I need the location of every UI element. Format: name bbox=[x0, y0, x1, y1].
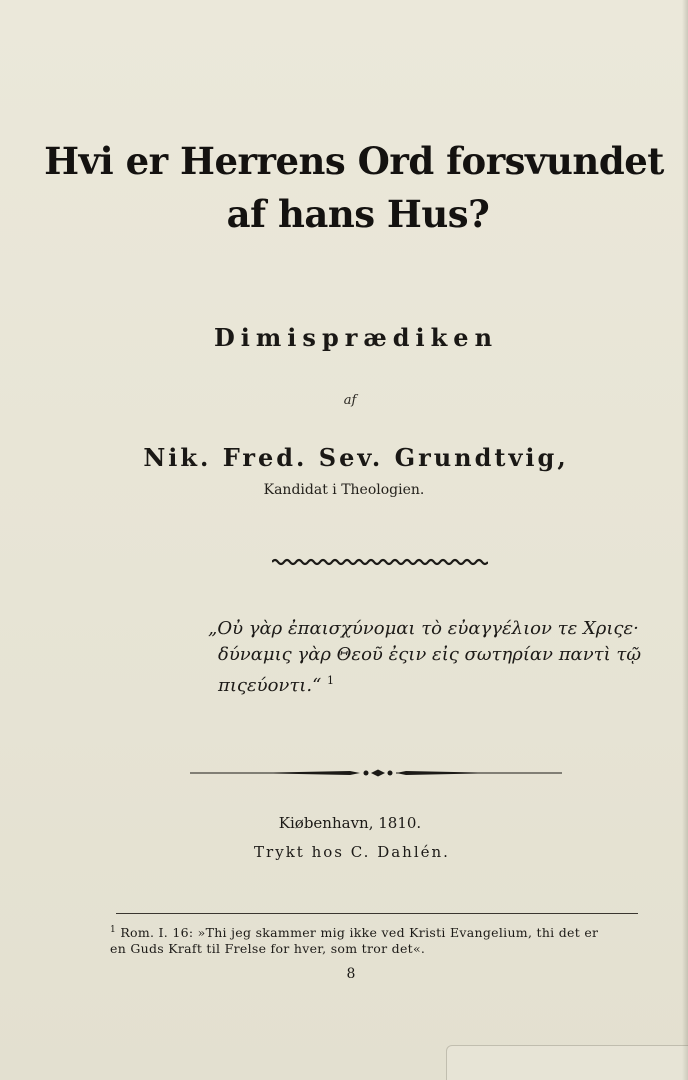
ornamental-rule bbox=[190, 765, 562, 781]
subtitle: Dimisprædiken bbox=[213, 323, 499, 352]
byline-prefix: af bbox=[343, 393, 357, 408]
epigraph-footnote-mark: 1 bbox=[327, 674, 335, 687]
imprint-printer: Trykt hos C. Dahlén. bbox=[254, 843, 450, 861]
epigraph-line-2: δύναμις γὰρ Θεοῦ ἐςιν εἰς σωτηρίαν παντὶ τῷ bbox=[218, 644, 642, 665]
author-name: Nik. Fred. Sev. Grundtvig, bbox=[143, 443, 569, 472]
footnote-line-1-text: Rom. I. 16: »Thi jeg skammer mig ikke ved Kristi Evangelium, thi det er bbox=[120, 925, 599, 941]
footnote-mark: 1 bbox=[110, 925, 117, 935]
title-line-2: af hans Hus? bbox=[226, 192, 490, 236]
greek-epigraph bbox=[208, 616, 642, 699]
title-line-1: Hvi er Herrens Ord forsvundet bbox=[44, 139, 664, 183]
page-number: 8 bbox=[346, 966, 356, 982]
author-title: Kandidat i Theologien. bbox=[263, 482, 425, 498]
wavy-divider bbox=[272, 555, 488, 569]
next-page-corner bbox=[446, 1045, 688, 1080]
footnote-rule bbox=[116, 913, 638, 914]
footnote-line-1 bbox=[110, 922, 645, 941]
epigraph-line-1: „Οὐ γὰρ ἐπαισχύνομαι τὸ εὐαγγέλιον τε Χριςε· bbox=[208, 618, 639, 639]
footnote-line-2: en Guds Kraft til Frelse for hver, som tror det«. bbox=[110, 941, 426, 957]
imprint-city-year: Kiøbenhavn, 1810. bbox=[278, 814, 422, 832]
epigraph-line-3-text: πιςεύοντι.“ bbox=[218, 675, 322, 696]
epigraph-line-3 bbox=[208, 668, 638, 699]
footnote bbox=[110, 922, 645, 957]
